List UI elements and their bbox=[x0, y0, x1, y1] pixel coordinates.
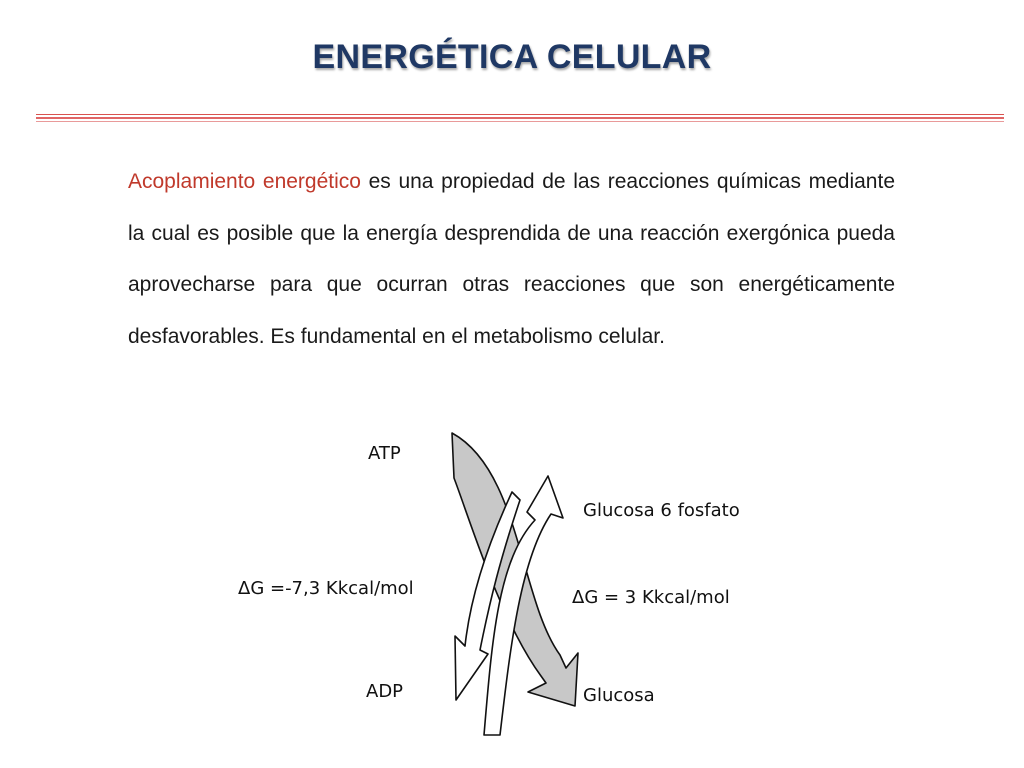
delta-g-left-label: ΔG =-7,3 Kkcal/mol bbox=[238, 578, 414, 599]
definition-text: es una propiedad de las reacciones químicas mediante la cual es posible que la energía desprendida de una reacción exergónica pueda aprovecharse para que ocurran otras reacciones que son energéticamente desfavorables. Es fundamental en el metabolismo celular. bbox=[128, 170, 895, 348]
highlighted-term: Acoplamiento energético bbox=[128, 170, 361, 193]
adp-label: ADP bbox=[366, 681, 404, 702]
atp-label: ATP bbox=[368, 443, 401, 464]
glucose-6-phosphate-label: Glucosa 6 fosfato bbox=[583, 500, 740, 521]
delta-g-right-label: ΔG = 3 Kkcal/mol bbox=[572, 587, 730, 608]
slide-title: ENERGÉTICA CELULAR bbox=[312, 38, 712, 76]
glucose-label: Glucosa bbox=[583, 685, 655, 706]
